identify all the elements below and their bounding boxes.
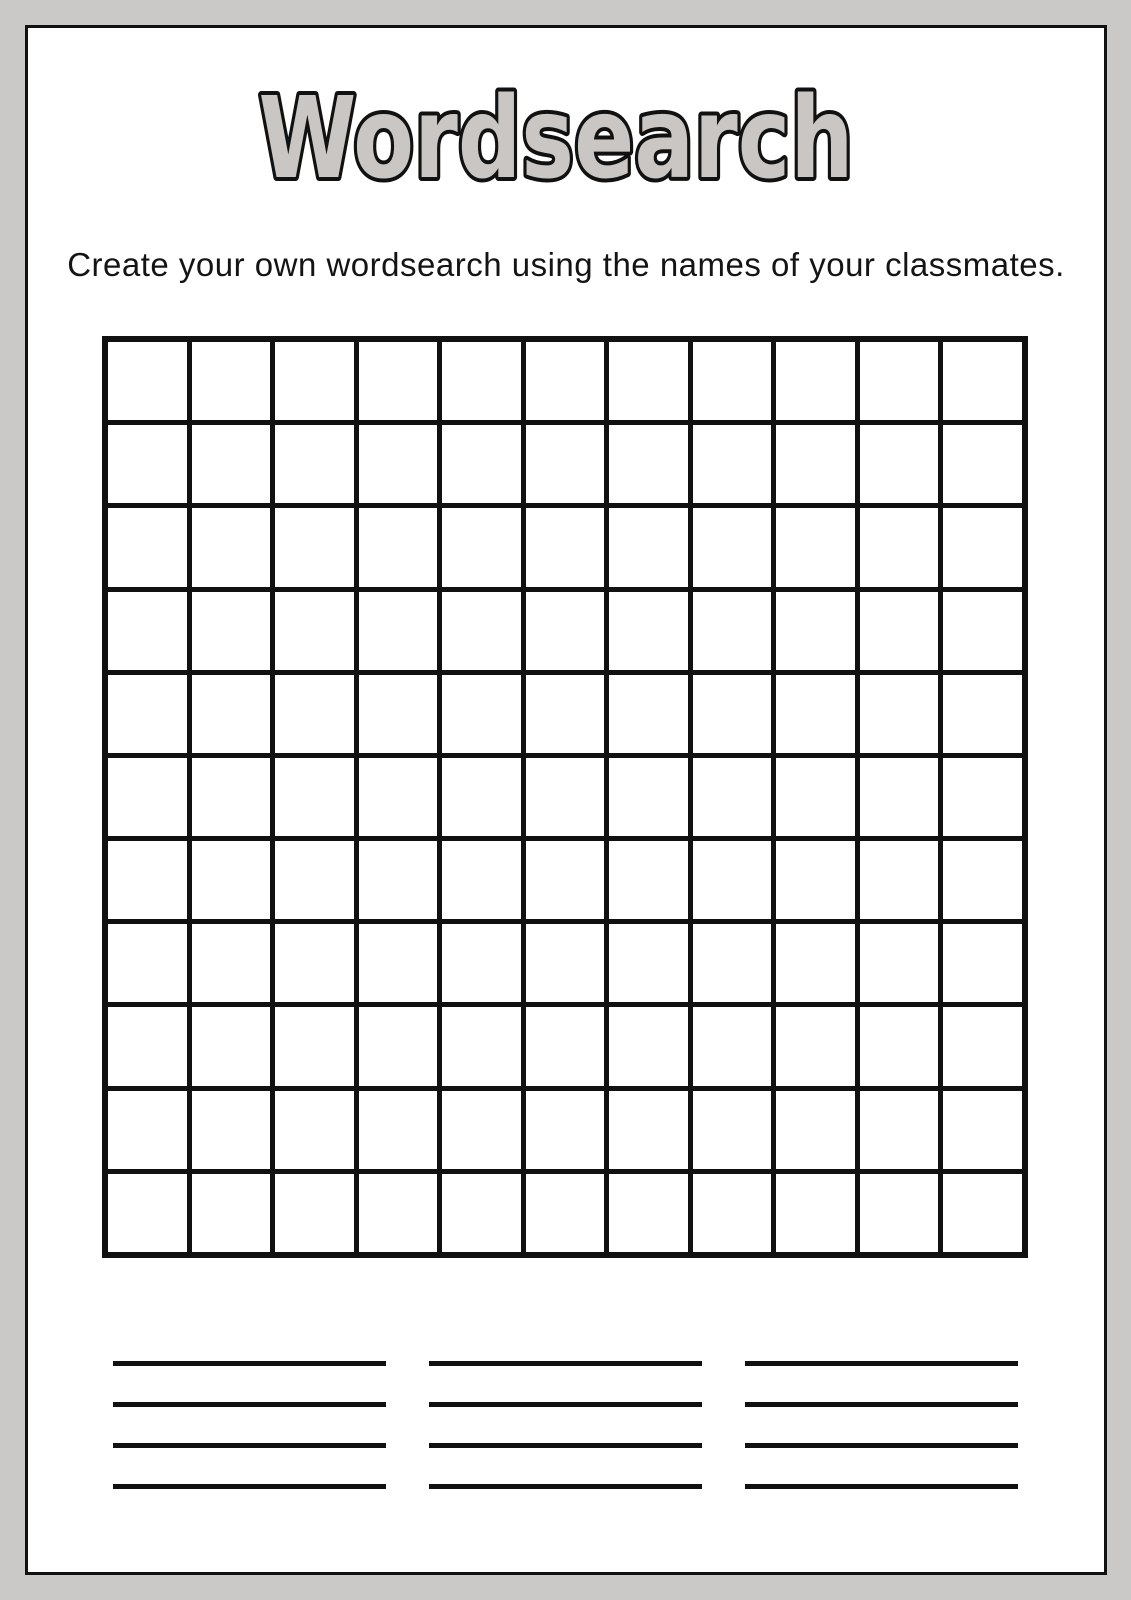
grid-cell[interactable] bbox=[943, 924, 1022, 1002]
grid-cell[interactable] bbox=[192, 1091, 271, 1169]
grid-cell[interactable] bbox=[192, 425, 271, 503]
grid-cell[interactable] bbox=[860, 675, 939, 753]
grid-cell[interactable] bbox=[693, 675, 772, 753]
grid-cell[interactable] bbox=[693, 1174, 772, 1252]
answer-line[interactable] bbox=[113, 1484, 386, 1489]
grid-cell[interactable] bbox=[943, 342, 1022, 420]
grid-cell[interactable] bbox=[359, 841, 438, 919]
grid-cell[interactable] bbox=[108, 924, 187, 1002]
grid-cell[interactable] bbox=[860, 1007, 939, 1085]
answer-line[interactable] bbox=[745, 1443, 1018, 1448]
grid-cell[interactable] bbox=[526, 1174, 605, 1252]
grid-cell[interactable] bbox=[776, 342, 855, 420]
answer-line-column bbox=[429, 1361, 702, 1489]
grid-cell[interactable] bbox=[693, 342, 772, 420]
grid-cell[interactable] bbox=[192, 675, 271, 753]
grid-cell[interactable] bbox=[108, 1007, 187, 1085]
grid-cell[interactable] bbox=[275, 1174, 354, 1252]
grid-cell[interactable] bbox=[609, 342, 688, 420]
grid-cell[interactable] bbox=[943, 425, 1022, 503]
grid-cell[interactable] bbox=[776, 758, 855, 836]
grid-cell[interactable] bbox=[693, 1007, 772, 1085]
grid-cell[interactable] bbox=[108, 841, 187, 919]
answer-line[interactable] bbox=[429, 1484, 702, 1489]
grid-cell[interactable] bbox=[192, 342, 271, 420]
page-title: Wordsearch bbox=[258, 74, 854, 204]
grid-cell[interactable] bbox=[609, 924, 688, 1002]
grid-cell[interactable] bbox=[442, 342, 521, 420]
grid-cell[interactable] bbox=[192, 1174, 271, 1252]
grid-cell[interactable] bbox=[442, 425, 521, 503]
grid-cell[interactable] bbox=[359, 425, 438, 503]
grid-cell[interactable] bbox=[108, 342, 187, 420]
grid-cell[interactable] bbox=[776, 592, 855, 670]
grid-cell[interactable] bbox=[442, 758, 521, 836]
grid-cell[interactable] bbox=[609, 425, 688, 503]
grid-cell[interactable] bbox=[860, 841, 939, 919]
grid-cell[interactable] bbox=[275, 508, 354, 586]
grid-cell[interactable] bbox=[526, 1091, 605, 1169]
grid-cell[interactable] bbox=[609, 1091, 688, 1169]
answer-line[interactable] bbox=[745, 1361, 1018, 1366]
instructions-text: Create your own wordsearch using the names of your classmates. bbox=[67, 246, 1065, 283]
grid-cell[interactable] bbox=[776, 425, 855, 503]
answer-line[interactable] bbox=[113, 1443, 386, 1448]
grid-cell[interactable] bbox=[943, 1174, 1022, 1252]
grid-cell[interactable] bbox=[192, 841, 271, 919]
answer-line[interactable] bbox=[429, 1402, 702, 1407]
grid-cell[interactable] bbox=[693, 924, 772, 1002]
grid-cell[interactable] bbox=[776, 1091, 855, 1169]
answer-line[interactable] bbox=[113, 1402, 386, 1407]
grid-cell[interactable] bbox=[860, 758, 939, 836]
grid-cell[interactable] bbox=[943, 592, 1022, 670]
grid-cell[interactable] bbox=[275, 675, 354, 753]
grid-cell[interactable] bbox=[609, 675, 688, 753]
grid-cell[interactable] bbox=[526, 1007, 605, 1085]
grid-cell[interactable] bbox=[609, 1174, 688, 1252]
wordsearch-grid bbox=[102, 336, 1028, 1258]
grid-cell[interactable] bbox=[609, 758, 688, 836]
grid-cell[interactable] bbox=[442, 1007, 521, 1085]
grid-cell[interactable] bbox=[776, 841, 855, 919]
grid-cell[interactable] bbox=[693, 425, 772, 503]
grid-cell[interactable] bbox=[108, 425, 187, 503]
grid-cell[interactable] bbox=[275, 1007, 354, 1085]
grid-cell[interactable] bbox=[275, 342, 354, 420]
answer-line[interactable] bbox=[745, 1402, 1018, 1407]
grid-cell[interactable] bbox=[609, 592, 688, 670]
grid-cell[interactable] bbox=[693, 592, 772, 670]
grid-cell[interactable] bbox=[943, 841, 1022, 919]
grid-cell[interactable] bbox=[943, 1091, 1022, 1169]
grid-cell[interactable] bbox=[192, 508, 271, 586]
grid-cell[interactable] bbox=[860, 342, 939, 420]
grid-cell[interactable] bbox=[108, 1174, 187, 1252]
grid-cell[interactable] bbox=[693, 758, 772, 836]
grid-cell[interactable] bbox=[359, 1174, 438, 1252]
worksheet-page bbox=[25, 25, 1107, 1575]
grid-cell[interactable] bbox=[693, 1091, 772, 1169]
grid-cell[interactable] bbox=[275, 425, 354, 503]
grid-cell[interactable] bbox=[776, 508, 855, 586]
grid-cell[interactable] bbox=[526, 508, 605, 586]
grid-cell[interactable] bbox=[359, 1091, 438, 1169]
grid-cell[interactable] bbox=[943, 675, 1022, 753]
grid-cell[interactable] bbox=[275, 1091, 354, 1169]
grid-cell[interactable] bbox=[776, 1007, 855, 1085]
grid-cell[interactable] bbox=[442, 1091, 521, 1169]
grid-cell[interactable] bbox=[442, 508, 521, 586]
grid-cell[interactable] bbox=[108, 592, 187, 670]
grid-cell[interactable] bbox=[943, 508, 1022, 586]
grid-cell[interactable] bbox=[860, 924, 939, 1002]
grid-cell[interactable] bbox=[359, 342, 438, 420]
grid-cell[interactable] bbox=[526, 841, 605, 919]
grid-cell[interactable] bbox=[192, 1007, 271, 1085]
page-title-art bbox=[28, 74, 1104, 228]
grid-cell[interactable] bbox=[108, 758, 187, 836]
grid-cell[interactable] bbox=[359, 675, 438, 753]
grid-cell[interactable] bbox=[609, 841, 688, 919]
grid-cell[interactable] bbox=[526, 592, 605, 670]
grid-cell[interactable] bbox=[192, 758, 271, 836]
grid-cell[interactable] bbox=[526, 675, 605, 753]
grid-cell[interactable] bbox=[860, 1091, 939, 1169]
grid-cell[interactable] bbox=[275, 592, 354, 670]
grid-cell[interactable] bbox=[860, 1174, 939, 1252]
grid-cell[interactable] bbox=[108, 1091, 187, 1169]
grid-cell[interactable] bbox=[442, 841, 521, 919]
answer-line-column bbox=[113, 1361, 386, 1489]
grid-cell[interactable] bbox=[192, 924, 271, 1002]
grid-cell[interactable] bbox=[108, 508, 187, 586]
grid-cell[interactable] bbox=[442, 1174, 521, 1252]
grid-cell[interactable] bbox=[860, 425, 939, 503]
grid-cell[interactable] bbox=[860, 508, 939, 586]
answer-line[interactable] bbox=[429, 1361, 702, 1366]
grid-cell[interactable] bbox=[943, 1007, 1022, 1085]
answer-line[interactable] bbox=[429, 1443, 702, 1448]
grid-cell[interactable] bbox=[776, 675, 855, 753]
grid-cell[interactable] bbox=[860, 592, 939, 670]
grid-cell[interactable] bbox=[526, 924, 605, 1002]
grid-cell[interactable] bbox=[442, 924, 521, 1002]
grid-cell[interactable] bbox=[108, 675, 187, 753]
grid-cell[interactable] bbox=[442, 675, 521, 753]
grid-cell[interactable] bbox=[693, 841, 772, 919]
grid-cell[interactable] bbox=[359, 508, 438, 586]
answer-line[interactable] bbox=[745, 1484, 1018, 1489]
grid-cell[interactable] bbox=[693, 508, 772, 586]
grid-cell[interactable] bbox=[359, 1007, 438, 1085]
answer-line[interactable] bbox=[113, 1361, 386, 1366]
answer-lines-section bbox=[113, 1361, 1018, 1489]
grid-cell[interactable] bbox=[192, 592, 271, 670]
grid-cell[interactable] bbox=[359, 758, 438, 836]
grid-cell[interactable] bbox=[359, 592, 438, 670]
grid-cell[interactable] bbox=[275, 758, 354, 836]
grid-cell[interactable] bbox=[275, 924, 354, 1002]
grid-cell[interactable] bbox=[526, 342, 605, 420]
grid-cell[interactable] bbox=[526, 758, 605, 836]
grid-cell[interactable] bbox=[275, 841, 354, 919]
grid-cell[interactable] bbox=[526, 425, 605, 503]
grid-cell[interactable] bbox=[609, 1007, 688, 1085]
grid-cell[interactable] bbox=[359, 924, 438, 1002]
grid-cell[interactable] bbox=[776, 924, 855, 1002]
grid-cell[interactable] bbox=[609, 508, 688, 586]
grid-cell[interactable] bbox=[776, 1174, 855, 1252]
answer-line-column bbox=[745, 1361, 1018, 1489]
grid-cell[interactable] bbox=[442, 592, 521, 670]
grid-cell[interactable] bbox=[943, 758, 1022, 836]
